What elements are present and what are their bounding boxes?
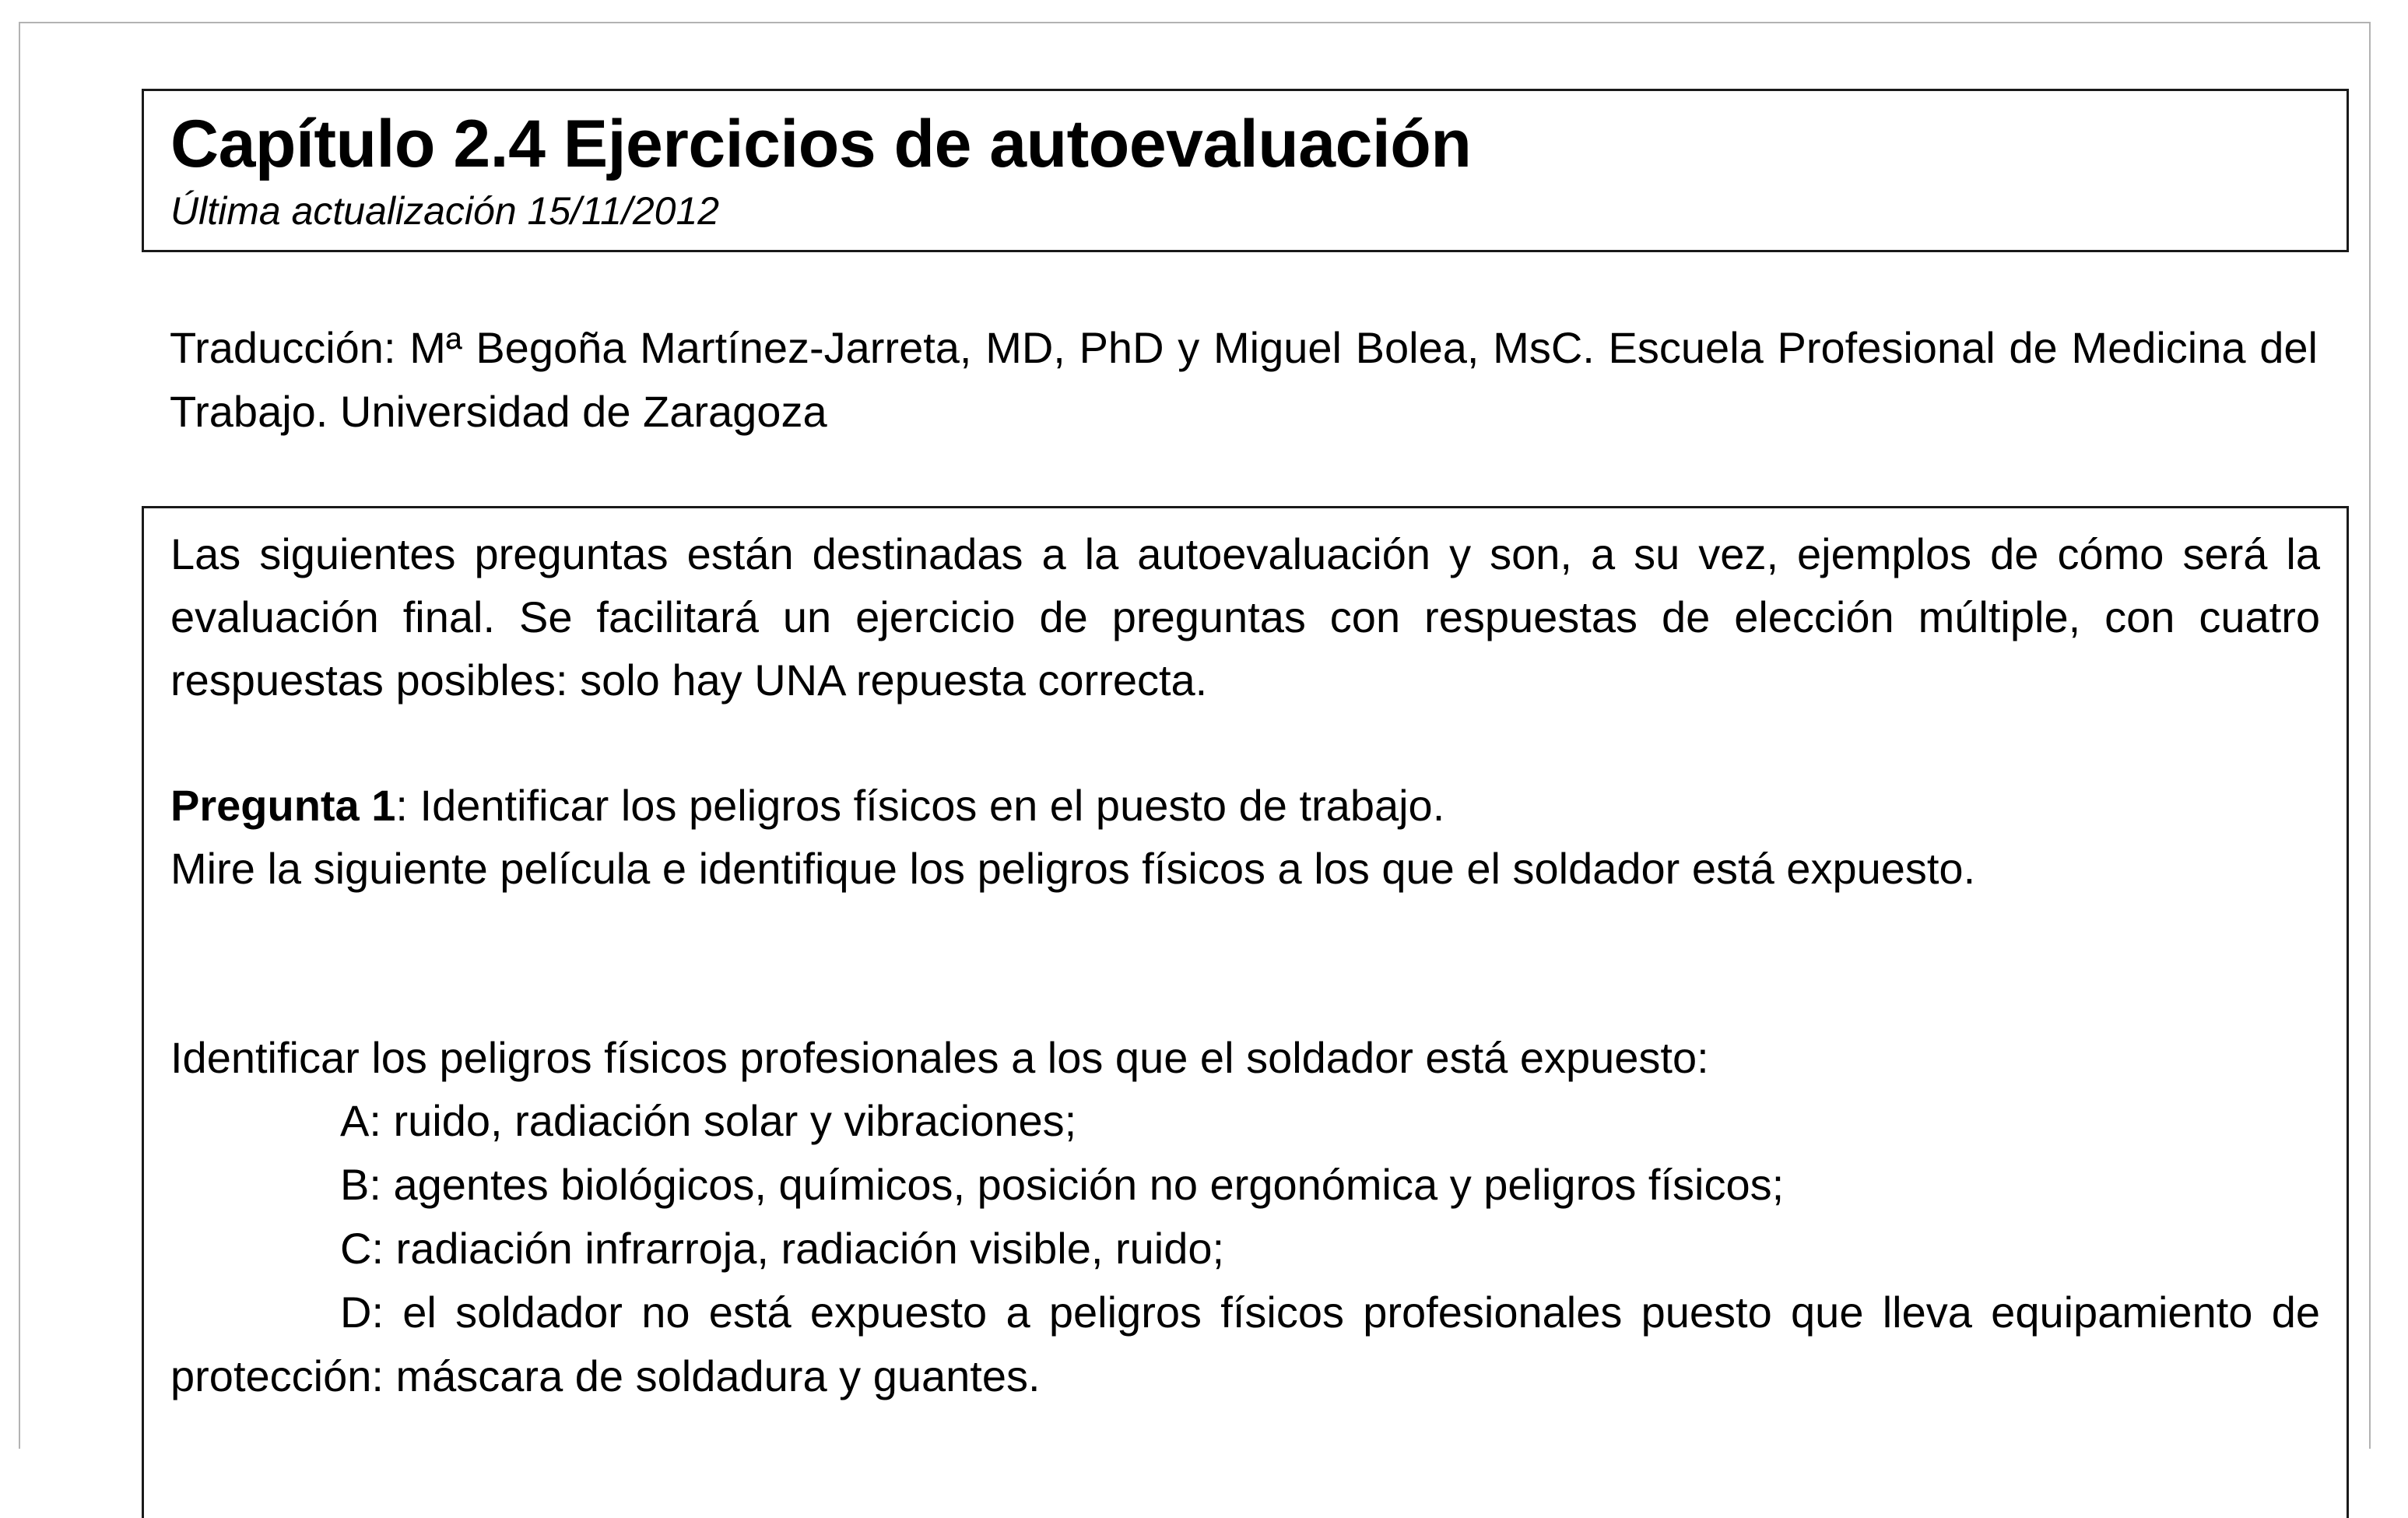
- question-prompt: Identificar los peligros físicos profesionales a los que el soldador está expuesto:: [170, 1033, 1709, 1082]
- answer-block: [170, 1026, 2320, 1408]
- question-1: [170, 774, 2320, 900]
- intro-paragraph: Las siguientes preguntas están destinadas a la autoevaluación y son, a su vez, ejemplos de cómo será la evaluación final. Se facilitará un ejercicio de preguntas con respuestas de elección múltiple, con cuatro respuestas posibles: solo hay UNA repuesta correcta.: [170, 529, 2320, 705]
- question-1-heading: [170, 774, 2320, 837]
- document-page: [19, 22, 2371, 1449]
- question-instruction: Mire la siguiente película e identifique los peligros físicos a los que el soldador está expuesto.: [170, 844, 1976, 893]
- question-label: Pregunta 1: [170, 781, 396, 830]
- title-box: [142, 89, 2349, 252]
- option-a: A: ruido, radiación solar y vibraciones;: [340, 1096, 1077, 1145]
- chapter-title: Capítulo 2.4 Ejercicios de autoevaluación: [170, 107, 1472, 181]
- translation-credit: Traducción: Mª Begoña Martínez-Jarreta, MD, PhD y Miguel Bolea, MsC. Escuela Profesional de Medicina del Trabajo. Universidad de Zaragoza: [170, 323, 2318, 436]
- option-c: C: radiación infrarroja, radiación visible, ruido;: [340, 1224, 1225, 1273]
- last-updated: Última actualización 15/11/2012: [170, 189, 720, 233]
- exercise-box: [142, 506, 2349, 1518]
- question-title: : Identificar los peligros físicos en el puesto de trabajo.: [395, 781, 1445, 830]
- option-d: D: el soldador no está expuesto a peligros físicos profesionales puesto que lleva equipamiento de protección: máscara de soldadura y guantes.: [170, 1288, 2320, 1400]
- option-b: B: agentes biológicos, químicos, posición no ergonómica y peligros físicos;: [340, 1160, 1785, 1209]
